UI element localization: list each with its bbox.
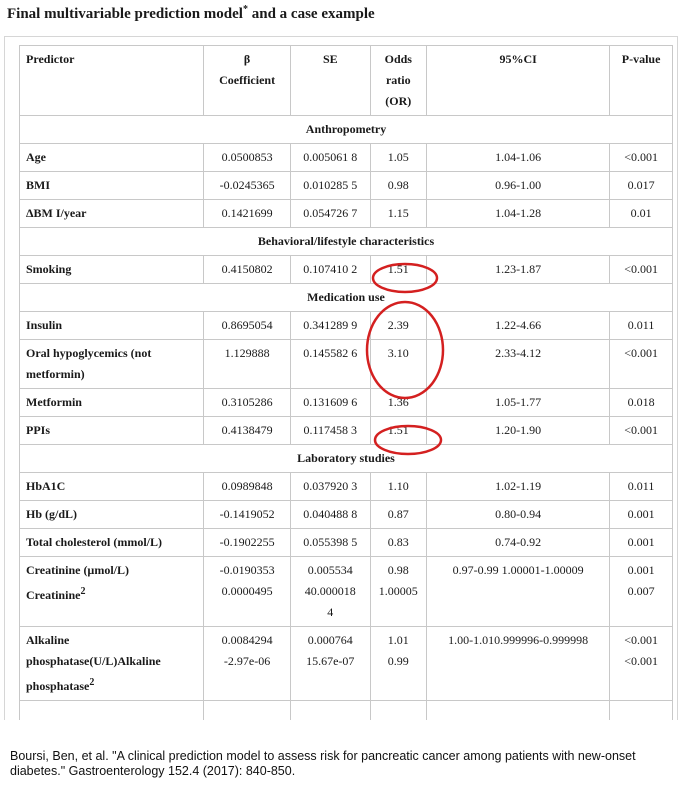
table-row [20,529,673,557]
ci-value: 0.96-1.00 [427,172,610,200]
se-value: 0.005061 8 [291,144,371,172]
or-value: 2.39 [370,312,427,340]
p-value: 0.011 [610,473,673,501]
table-row [20,473,673,501]
predictor-name: Creatinine (µmol/L) Creatinine$^2$ [20,557,204,627]
or-value: 1.01 0.99 [370,627,427,701]
table-row [20,312,673,340]
beta-value: 0.8695054 [204,312,291,340]
table-row [20,200,673,228]
ci-value: 0.80-0.94 [427,501,610,529]
ci-value: 1.22-4.66 [427,312,610,340]
p-value: 0.011 [610,312,673,340]
header-or: Odds ratio (OR) [370,46,427,116]
se-value: 0.037920 3 [291,473,371,501]
predictor-name: Hb (g/dL) [20,501,204,529]
or-value: 1.15 [370,200,427,228]
p-value: <0.001 <0.001 [610,627,673,701]
predictor-name: ΔBM I/year [20,200,204,228]
or-value: 1.05 [370,144,427,172]
or-value: 1.51 [370,417,427,445]
beta-value: 0.4138479 [204,417,291,445]
p-value: <0.001 [610,144,673,172]
header-se: SE [291,46,371,116]
section-row [20,284,673,312]
beta-value: 0.0989848 [204,473,291,501]
header-p: P-value [610,46,673,116]
predictor-name: Oral hypoglycemics (not metformin) [20,340,204,389]
se-value: 0.054726 7 [291,200,371,228]
header-row [20,46,673,116]
table-title: Final multivariable prediction model* and a case example [7,4,375,22]
predictor-name: Insulin [20,312,204,340]
table-row [20,144,673,172]
se-value: 0.055398 5 [291,529,371,557]
se-value: 0.341289 9 [291,312,371,340]
section-behavioral: Behavioral/lifestyle characteristics [20,228,673,256]
ci-value: 0.74-0.92 [427,529,610,557]
ci-value: 1.02-1.19 [427,473,610,501]
section-row [20,228,673,256]
section-laboratory: Laboratory studies [20,445,673,473]
table-row [20,256,673,284]
beta-value: 0.4150802 [204,256,291,284]
or-value: 1.36 [370,389,427,417]
ci-value: 0.97-0.99 1.00001-1.00009 [427,557,610,627]
se-value: 0.010285 5 [291,172,371,200]
or-value: 3.10 [370,340,427,389]
ci-value: 1.00-1.010.999996-0.999998 [427,627,610,701]
p-value: 0.001 [610,529,673,557]
header-ci: 95%CI [427,46,610,116]
se-value: 0.145582 6 [291,340,371,389]
beta-value: -0.1902255 [204,529,291,557]
beta-value: 0.0500853 [204,144,291,172]
se-value: 0.000764 15.67e-07 [291,627,371,701]
beta-value: 0.0084294 -2.97e-06 [204,627,291,701]
p-value: <0.001 [610,340,673,389]
p-value: <0.001 [610,256,673,284]
or-value: 0.87 [370,501,427,529]
section-row [20,445,673,473]
table-row [20,627,673,701]
beta-value: -0.0190353 0.0000495 [204,557,291,627]
or-value: 0.98 [370,172,427,200]
table-row [20,172,673,200]
header-predictor: Predictor [20,46,204,116]
ci-value: 1.05-1.77 [427,389,610,417]
ci-value: 1.20-1.90 [427,417,610,445]
or-value: 1.10 [370,473,427,501]
or-value: 1.51 [370,256,427,284]
p-value: 0.018 [610,389,673,417]
beta-value: -0.1419052 [204,501,291,529]
prediction-model-table [19,45,673,729]
beta-value: 0.3105286 [204,389,291,417]
ci-value: 1.04-1.06 [427,144,610,172]
table-row [20,417,673,445]
table-row [20,557,673,627]
predictor-name: Total cholesterol (mmol/L) [20,529,204,557]
section-anthropometry: Anthropometry [20,116,673,144]
header-beta: β Coefficient [204,46,291,116]
or-value: 0.98 1.00005 [370,557,427,627]
predictor-name: PPIs [20,417,204,445]
predictor-name: Smoking [20,256,204,284]
predictor-name: Metformin [20,389,204,417]
p-value: 0.017 [610,172,673,200]
table-row [20,340,673,389]
citation: Boursi, Ben, et al. "A clinical prediction model to assess risk for pancreatic cancer among patients with new-onset diabetes." Gastroenterology 152.4 (2017): 840-850. [10,749,636,778]
se-value: 0.131609 6 [291,389,371,417]
table-row [20,389,673,417]
ci-value: 1.04-1.28 [427,200,610,228]
se-value: 0.005534 40.000018 4 [291,557,371,627]
section-medication: Medication use [20,284,673,312]
ci-value: 2.33-4.12 [427,340,610,389]
beta-value: 1.129888 [204,340,291,389]
beta-value: 0.1421699 [204,200,291,228]
p-value: 0.001 [610,501,673,529]
se-value: 0.117458 3 [291,417,371,445]
ci-value: 1.23-1.87 [427,256,610,284]
table-row [20,501,673,529]
se-value: 0.040488 8 [291,501,371,529]
p-value: 0.01 [610,200,673,228]
p-value: <0.001 [610,417,673,445]
predictor-name: BMI [20,172,204,200]
predictor-name: Age [20,144,204,172]
or-value: 0.83 [370,529,427,557]
section-row [20,116,673,144]
se-value: 0.107410 2 [291,256,371,284]
predictor-name: HbA1C [20,473,204,501]
p-value: 0.001 0.007 [610,557,673,627]
predictor-name: Alkaline phosphatase(U/L)Alkaline phosphatase$^2$ [20,627,204,701]
beta-value: -0.0245365 [204,172,291,200]
